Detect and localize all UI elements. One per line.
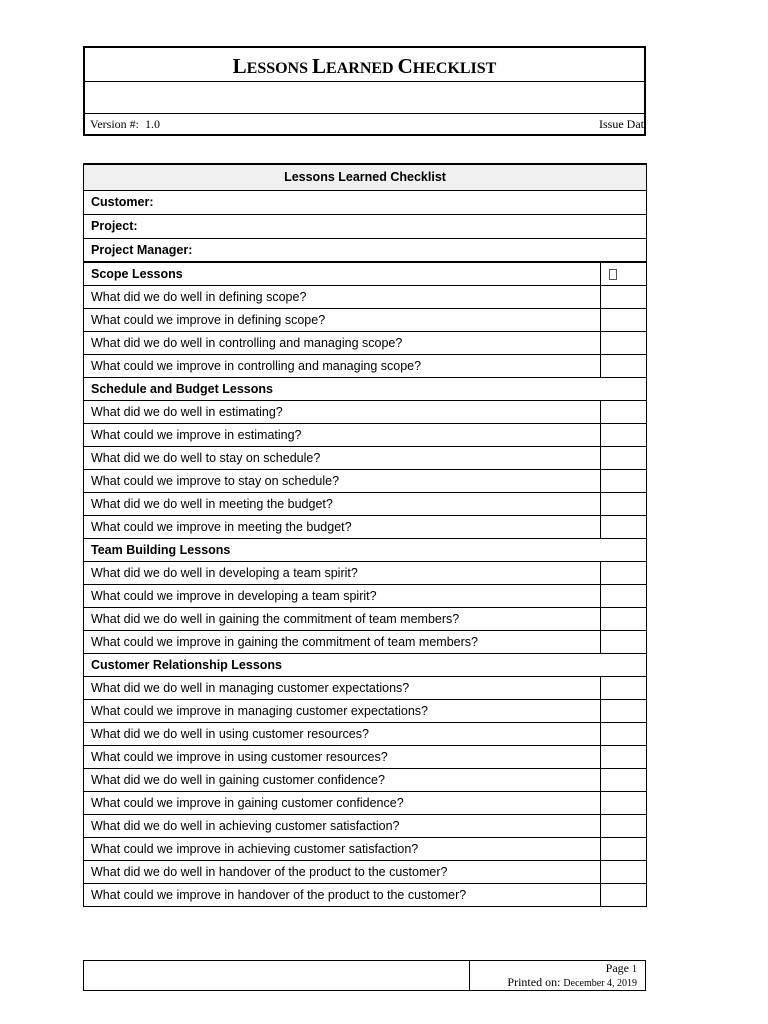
check-cell[interactable] [601,561,647,584]
question-text: What could we improve in gaining customer confidence? [84,791,601,814]
question-row [84,768,647,791]
check-cell[interactable] [601,607,647,630]
question-row [84,722,647,745]
printed-label: Printed on: [507,975,561,989]
question-row [84,630,647,653]
question-row [84,285,647,308]
question-row [84,607,647,630]
document-title [85,48,644,82]
question-row [84,584,647,607]
check-cell[interactable] [601,423,647,446]
check-cell[interactable] [601,515,647,538]
check-cell[interactable] [601,883,647,906]
question-row [84,423,647,446]
title-word: LEARNED [312,54,394,78]
section-heading: Team Building Lessons [84,538,647,561]
question-text: What did we do well to stay on schedule? [84,446,601,469]
question-text: What could we improve to stay on schedule? [84,469,601,492]
question-row [84,676,647,699]
field-label[interactable]: Project: [84,214,647,238]
section-heading: Customer Relationship Lessons [84,653,647,676]
version-label: Version #: 1.0 [90,117,160,131]
check-cell[interactable] [601,400,647,423]
check-cell[interactable] [601,676,647,699]
check-cell[interactable] [601,837,647,860]
footer-divider [469,961,470,990]
question-text: What did we do well in estimating? [84,400,601,423]
question-text: What did we do well in gaining the commitment of team members? [84,607,601,630]
check-cell[interactable] [601,768,647,791]
question-text: What did we do well in controlling and managing scope? [84,331,601,354]
check-cell[interactable] [601,630,647,653]
question-text: What did we do well in defining scope? [84,285,601,308]
field-row [84,238,647,262]
question-row [84,883,647,906]
section-heading: Schedule and Budget Lessons [84,377,647,400]
question-row [84,699,647,722]
question-text: What could we improve in handover of the product to the customer? [84,883,601,906]
section-heading-row [84,262,647,285]
check-cell[interactable] [601,860,647,883]
question-text: What did we do well in developing a team spirit? [84,561,601,584]
question-text: What could we improve in controlling and managing scope? [84,354,601,377]
question-row [84,860,647,883]
check-cell[interactable] [601,446,647,469]
field-label[interactable]: Customer: [84,190,647,214]
question-row [84,791,647,814]
table-title: Lessons Learned Checklist [84,164,647,190]
check-cell[interactable] [601,469,647,492]
question-text: What did we do well in using customer resources? [84,722,601,745]
question-row [84,469,647,492]
check-cell[interactable] [601,814,647,837]
field-row [84,214,647,238]
document-footer [83,960,646,991]
question-text: What did we do well in meeting the budget? [84,492,601,515]
checklist-table [83,163,647,907]
question-text: What could we improve in achieving customer satisfaction? [84,837,601,860]
check-cell[interactable] [601,354,647,377]
question-row [84,492,647,515]
question-text: What did we do well in managing customer expectations? [84,676,601,699]
document-header [83,46,646,136]
question-row [84,745,647,768]
header-meta-row [85,114,644,134]
question-text: What could we improve in gaining the commitment of team members? [84,630,601,653]
question-text: What could we improve in meeting the budget? [84,515,601,538]
printed-date: December 4, 2019 [563,978,637,989]
title-word: CHECKLIST [397,54,497,78]
title-word: LESSONS [232,54,309,78]
field-label[interactable]: Project Manager: [84,238,647,262]
check-cell[interactable] [601,791,647,814]
question-row [84,515,647,538]
section-heading-row [84,653,647,676]
page-number: 1 [632,964,637,975]
check-cell[interactable] [601,285,647,308]
printed-on [507,975,637,991]
missing-glyph-icon [609,269,617,280]
check-header-cell [601,262,647,285]
question-text: What could we improve in managing customer expectations? [84,699,601,722]
field-row [84,190,647,214]
question-row [84,814,647,837]
question-row [84,400,647,423]
header-blank-row [85,82,644,114]
question-row [84,331,647,354]
check-cell[interactable] [601,745,647,768]
check-cell[interactable] [601,331,647,354]
question-text: What did we do well in achieving customer satisfaction? [84,814,601,837]
question-text: What did we do well in gaining customer confidence? [84,768,601,791]
question-text: What could we improve in developing a team spirit? [84,584,601,607]
check-cell[interactable] [601,699,647,722]
question-text: What could we improve in estimating? [84,423,601,446]
question-row [84,308,647,331]
check-cell[interactable] [601,492,647,515]
page-label: Page [605,961,629,975]
check-cell[interactable] [601,722,647,745]
question-row [84,354,647,377]
question-row [84,561,647,584]
section-heading: Scope Lessons [84,262,601,285]
section-heading-row [84,538,647,561]
question-row [84,837,647,860]
check-cell[interactable] [601,308,647,331]
check-cell[interactable] [601,584,647,607]
table-title-row [84,164,647,190]
question-row [84,446,647,469]
question-text: What did we do well in handover of the product to the customer? [84,860,601,883]
issue-date-label: Issue Dat [599,117,644,131]
section-heading-row [84,377,647,400]
question-text: What could we improve in using customer resources? [84,745,601,768]
question-text: What could we improve in defining scope? [84,308,601,331]
